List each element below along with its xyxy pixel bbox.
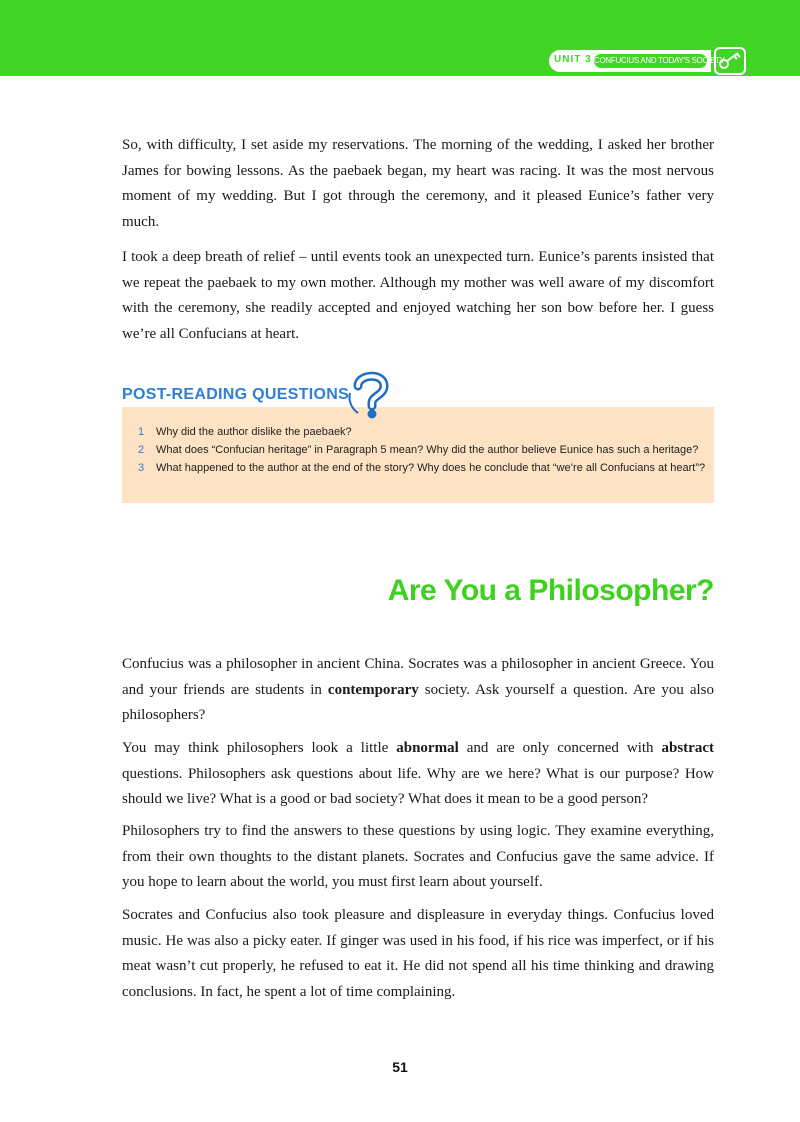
passage-paragraph-1: So, with difficulty, I set aside my reservations. The morning of the wedding, I asked her brother James for bowing lessons. As the paebaek began, my heart was racing. It was the most nervous moment of my wedding. But I got through the ceremony, and it pleased Eunice’s father very much.	[122, 137, 714, 230]
question-item: 3 What happened to the author at the end of the story? Why does he conclude that “we’re all Confucians at heart”?	[138, 462, 706, 474]
article-title: Are You a Philosopher?	[387, 574, 714, 607]
question-item: 2 What does “Confucian heritage” in Paragraph 5 mean? Why did the author believe Eunice has such a heritage?	[138, 444, 699, 456]
key-icon	[714, 47, 746, 75]
question-mark-icon	[344, 369, 396, 419]
article-paragraph-2: You may think philosophers look a little abnormal and are only concerned with abstract questions. Philosophers ask questions about life. Why are we here? What is our purpose? How should we live? What is a good or bad society? What does it mean to be a good person?	[122, 740, 714, 807]
unit-label: UNIT 3	[554, 54, 592, 65]
article-paragraph-4: Socrates and Confucius also took pleasure and displeasure in everyday things. Confucius loved music. He was also a picky eater. If ginger was used in his food, if his rice was imperfect, or if his meat wasn’t cut properly, he refused to eat it. He did not spend all his time thinking and drawing conclusions. In fact, he spent a lot of time complaining.	[122, 907, 714, 1000]
keyword-abstract: abstract	[661, 740, 714, 756]
passage-paragraph-2: I took a deep breath of relief – until events took an unexpected turn. Eunice’s parents insisted that we repeat the paebaek to my own mother. Although my mother was well aware of my discomfort with the ceremony, she readily accepted and enjoyed watching her son bow before her. I guess we’re all Confucians at heart.	[122, 249, 714, 342]
page-number: 51	[392, 1059, 408, 1075]
keyword-contemporary: contemporary	[327, 681, 419, 698]
unit-title: CONFUCIUS AND TODAY'S SOCIETY	[594, 54, 707, 68]
keyword-abnormal: abnormal	[396, 740, 459, 756]
question-item: 1 Why did the author dislike the paebaek?	[138, 426, 352, 438]
article-paragraph-1: Confucius was a philosopher in ancient China. Socrates was a philosopher in ancient Greece. You and your friends are students in contemporary society. Ask yourself a question. Are you also philosophers?	[122, 656, 714, 723]
article-paragraph-3: Philosophers try to find the answers to these questions by using logic. They examine everything, from their own thoughts to the distant planets. Socrates and Confucius gave the same advice. If you hope to learn about the world, you must first learn about yourself.	[122, 823, 714, 890]
post-reading-heading: POST-READING QUESTIONS	[122, 386, 350, 403]
